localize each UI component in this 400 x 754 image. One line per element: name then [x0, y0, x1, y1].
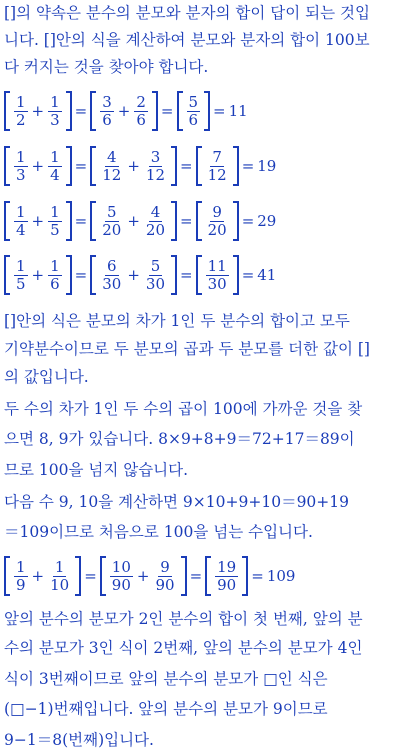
denominator: 20	[145, 220, 166, 239]
numerator: 1	[16, 557, 26, 576]
fraction	[48, 204, 62, 239]
bracket-group	[196, 201, 239, 241]
numerator: 1	[50, 202, 60, 221]
conclusion-line-4: (□−1)번째입니다. 앞의 분수의 분모가 9이므로	[4, 700, 328, 718]
fraction	[100, 204, 123, 239]
right-bracket	[75, 556, 81, 596]
conclusion-line-2: 수의 분모가 3인 식이 2번째, 앞의 분수의 분모가 4인	[4, 639, 363, 657]
right-bracket	[66, 91, 72, 131]
right-bracket	[66, 255, 72, 295]
denominator: 3	[50, 110, 60, 129]
bracket-group	[4, 255, 72, 295]
numerator: 2	[136, 92, 146, 111]
fraction	[187, 94, 201, 129]
numerator: 19	[217, 557, 237, 576]
right-bracket	[181, 556, 187, 596]
equals-sign: =	[241, 157, 255, 175]
denominator: 12	[145, 165, 166, 184]
equals-sign: =	[189, 567, 203, 585]
denominator: 20	[102, 220, 122, 239]
numerator: 10	[111, 557, 131, 576]
denominator: 5	[16, 274, 26, 293]
denominator: 3	[16, 165, 26, 184]
equals-sign: =	[160, 102, 174, 120]
equals-sign: =	[251, 567, 264, 585]
numerator: 9	[212, 202, 222, 221]
denominator: 6	[136, 110, 146, 129]
numerator: 1	[16, 92, 26, 111]
fraction	[14, 149, 28, 184]
denominator: 4	[16, 220, 26, 239]
fraction	[48, 258, 62, 293]
fraction	[100, 94, 114, 129]
left-bracket	[100, 556, 106, 596]
middle-line-6: 므로 100을 넘지 않습니다.	[4, 461, 189, 479]
middle-line-8: ＝109이므로 처음으로 100을 넘는 수입니다.	[4, 523, 313, 541]
result-value: 41	[257, 266, 277, 284]
numerator: 3	[150, 147, 161, 166]
plus-sign: +	[127, 157, 140, 175]
equation-1	[4, 88, 248, 134]
numerator: 1	[54, 557, 65, 576]
equation-final	[4, 553, 295, 599]
fraction	[48, 94, 62, 129]
denominator: 6	[188, 110, 199, 129]
equals-sign: =	[213, 102, 226, 120]
denominator: 12	[207, 165, 227, 184]
bracket-group	[4, 201, 72, 241]
plus-sign: +	[31, 157, 45, 175]
conclusion-line-3: 식이 3번째이므로 앞의 분수의 분모가 □인 식은	[4, 670, 328, 688]
left-bracket	[196, 146, 202, 186]
left-bracket	[4, 201, 10, 241]
right-bracket	[171, 255, 177, 295]
intro-line-3: 다 커지는 것을 찾아야 합니다.	[4, 58, 209, 76]
fraction	[14, 94, 28, 129]
bracket-group	[196, 255, 239, 295]
equals-sign: =	[180, 266, 193, 284]
fraction	[144, 204, 167, 239]
left-bracket	[90, 91, 96, 131]
bracket-group	[90, 91, 158, 131]
left-bracket	[196, 255, 202, 295]
right-bracket	[152, 91, 158, 131]
left-bracket	[177, 91, 183, 131]
conclusion-line-1: 앞의 분수의 분모가 2인 분수의 합이 첫 번째, 앞의 분	[4, 610, 363, 628]
middle-line-4: 두 수의 차가 1인 두 수의 곱이 100에 가까운 것을 찾	[4, 400, 363, 418]
fraction	[206, 204, 229, 239]
middle-line-7: 다음 수 9, 10을 계산하면 9×10+9+10＝90+19	[4, 493, 349, 511]
fraction	[14, 258, 28, 293]
equals-sign: =	[241, 212, 255, 230]
intro-line-2: 니다. []안의 식을 계산하여 분모와 분자의 합이 100보	[4, 31, 370, 49]
denominator: 4	[50, 165, 60, 184]
denominator: 9	[16, 575, 26, 594]
bracket-group	[90, 255, 177, 295]
bracket-group	[205, 556, 248, 596]
plus-sign: +	[127, 212, 140, 230]
bracket-group	[177, 91, 211, 131]
equals-sign: =	[241, 266, 255, 284]
left-bracket	[90, 146, 96, 186]
bracket-group	[4, 146, 72, 186]
denominator: 30	[102, 274, 122, 293]
left-bracket	[196, 201, 202, 241]
bracket-group	[196, 146, 239, 186]
fraction	[110, 559, 133, 594]
right-bracket	[242, 556, 248, 596]
equals-sign: =	[84, 567, 97, 585]
result-value: 11	[228, 102, 248, 120]
left-bracket	[4, 255, 10, 295]
numerator: 1	[16, 147, 26, 166]
right-bracket	[171, 201, 177, 241]
equation-2	[4, 143, 276, 189]
right-bracket	[233, 255, 239, 295]
numerator: 4	[107, 147, 117, 166]
numerator: 5	[150, 256, 161, 275]
fraction	[48, 559, 71, 594]
result-value: 29	[257, 212, 277, 230]
fraction	[14, 559, 28, 594]
denominator: 5	[50, 220, 60, 239]
plus-sign: +	[31, 266, 45, 284]
left-bracket	[90, 201, 96, 241]
middle-line-1: []안의 식은 분모의 차가 1인 두 분수의 합이고 모두	[4, 312, 350, 330]
fraction	[48, 149, 62, 184]
bracket-group	[90, 201, 177, 241]
middle-line-5: 으면 8, 9가 있습니다. 8×9+8+9＝72+17＝89이	[4, 430, 355, 448]
numerator: 11	[207, 256, 227, 275]
equals-sign: =	[180, 157, 193, 175]
right-bracket	[66, 146, 72, 186]
plus-sign: +	[136, 567, 150, 585]
result-value: 19	[257, 157, 277, 175]
numerator: 1	[50, 147, 60, 166]
numerator: 1	[50, 256, 60, 275]
equals-sign: =	[74, 266, 88, 284]
right-bracket	[204, 91, 210, 131]
fraction	[14, 204, 28, 239]
plus-sign: +	[31, 102, 45, 120]
numerator: 4	[150, 202, 161, 221]
right-bracket	[66, 201, 72, 241]
fraction	[206, 258, 229, 293]
left-bracket	[205, 556, 211, 596]
numerator: 3	[102, 92, 112, 111]
right-bracket	[171, 146, 177, 186]
bracket-group	[90, 146, 177, 186]
right-bracket	[233, 146, 239, 186]
plus-sign: +	[127, 266, 140, 284]
denominator: 6	[102, 110, 112, 129]
fraction	[100, 149, 123, 184]
fraction	[153, 559, 176, 594]
denominator: 90	[155, 575, 175, 594]
numerator: 1	[50, 92, 60, 111]
plus-sign: +	[117, 102, 131, 120]
numerator: 5	[188, 92, 199, 111]
numerator: 1	[16, 202, 26, 221]
left-bracket	[90, 255, 96, 295]
equals-sign: =	[74, 102, 88, 120]
denominator: 90	[111, 575, 131, 594]
equation-3	[4, 198, 276, 244]
denominator: 10	[50, 575, 70, 594]
numerator: 5	[107, 202, 117, 221]
denominator: 6	[50, 274, 60, 293]
equals-sign: =	[74, 212, 88, 230]
fraction	[206, 149, 229, 184]
denominator: 2	[16, 110, 26, 129]
left-bracket	[4, 556, 10, 596]
equation-4	[4, 252, 276, 298]
left-bracket	[4, 91, 10, 131]
denominator: 20	[207, 220, 227, 239]
plus-sign: +	[31, 212, 45, 230]
plus-sign: +	[31, 567, 45, 585]
right-bracket	[233, 201, 239, 241]
left-bracket	[4, 146, 10, 186]
bracket-group	[4, 91, 72, 131]
denominator: 30	[145, 274, 166, 293]
numerator: 7	[212, 147, 222, 166]
equals-sign: =	[74, 157, 88, 175]
middle-line-2: 기약분수이므로 두 분모의 곱과 두 분모를 더한 값이 []	[4, 340, 370, 358]
fraction	[144, 258, 167, 293]
denominator: 90	[217, 575, 237, 594]
bracket-group	[100, 556, 187, 596]
fraction	[144, 149, 167, 184]
denominator: 12	[102, 165, 122, 184]
numerator: 9	[160, 557, 170, 576]
intro-line-1: []의 약속은 분수의 분모와 분자의 합이 답이 되는 것입	[4, 4, 370, 22]
conclusion-line-5: 9−1＝8(번째)입니다.	[4, 731, 154, 749]
fraction	[215, 559, 238, 594]
denominator: 30	[207, 274, 227, 293]
middle-line-3: 의 값입니다.	[4, 368, 89, 386]
numerator: 1	[16, 256, 26, 275]
equals-sign: =	[180, 212, 193, 230]
bracket-group	[4, 556, 81, 596]
result-value: 109	[266, 567, 296, 585]
fraction	[100, 258, 123, 293]
fraction	[134, 94, 148, 129]
numerator: 6	[107, 256, 117, 275]
